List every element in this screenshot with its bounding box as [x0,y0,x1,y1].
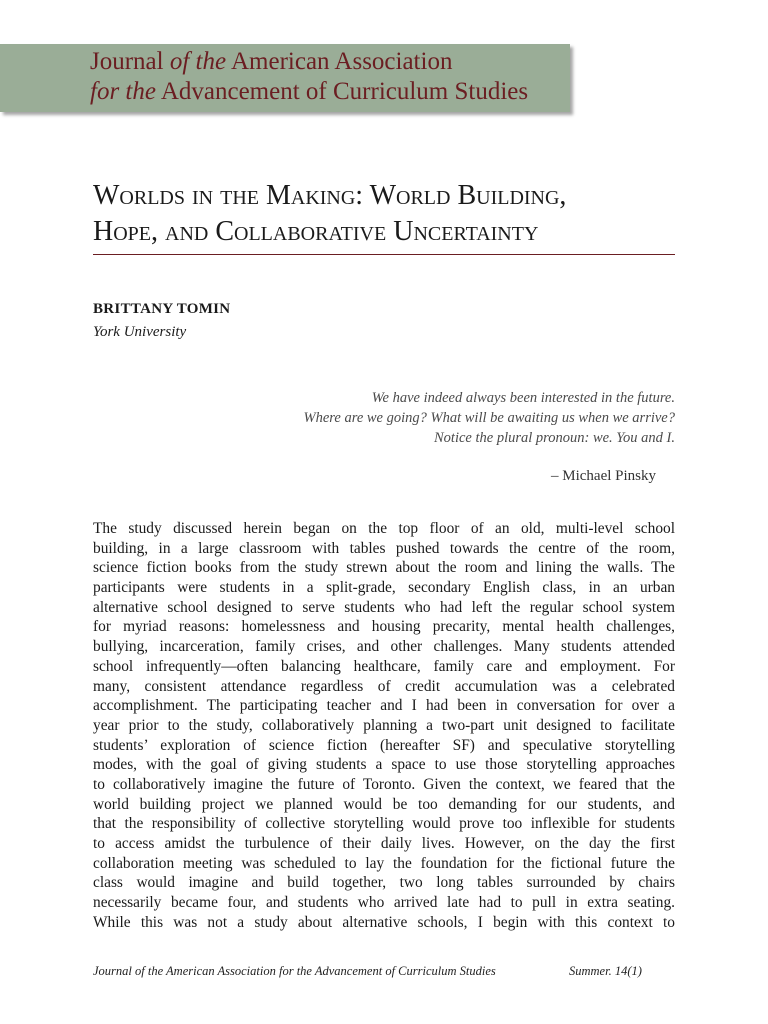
masthead-line-1 [90,48,452,76]
body-line: necessarily became four, and students who arrived late had to pull in extra seating. [93,894,675,912]
body-line: many, consistent attendance regardless of credit accumulation was a celebrated [93,677,675,695]
body-line: students’ exploration of science fiction (hereafter SF) and speculative storytelling [93,736,675,754]
body-line: participants were students in a split-grade, secondary English class, in an urban [93,579,675,597]
epigraph-line: Where are we going? What will be awaiting us when we arrive? [303,410,675,426]
body-line: alternative school designed to serve students who had left the regular school system [93,598,675,616]
title-line-1: Worlds in the Making: World Building, [93,180,567,211]
body-line: accomplishment. The participating teacher and I had been in conversation for over a [93,697,675,715]
epigraph-quote [304,388,675,448]
body-line: While this was not a study about alternative schools, I begin with this context to [93,913,675,931]
body-line: to access amidst the turbulence of their daily lives. However, on the day the first [93,835,675,852]
title-divider [93,254,675,255]
journal-masthead-banner [0,44,570,112]
title-line-2: Hope, and Collaborative Uncertainty [93,216,539,247]
body-line: to collaboratively imagine the future of Toronto. Given the context, we feared that the [93,775,675,793]
author-name: BRITTANY TOMIN [93,301,231,317]
masthead-line-2 [90,78,528,106]
body-line: year prior to the study, collaboratively planning a two-part unit designed to facilitate [93,716,675,734]
masthead-italic-text: of the [169,48,227,75]
masthead-text: American Association [226,48,453,75]
epigraph-line: Notice the plural pronoun: we. You and I. [434,430,675,446]
body-line: that the responsibility of collective storytelling would prove too inflexible for students [93,815,675,833]
body-line: modes, with the goal of giving students a space to use those storytelling approaches [93,756,675,774]
masthead-italic-text: for the [90,78,156,105]
epigraph-line: We have indeed always been interested in the future. [371,390,675,406]
body-line: building, in a large classroom with tables pushed towards the centre of the room, [93,539,675,557]
body-line: collaboration meeting was scheduled to lay the foundation for the fictional future the [93,854,675,872]
masthead-text: Journal [90,48,170,75]
body-line: The study discussed herein began on the top floor of an old, multi-level school [93,520,675,537]
author-affiliation: York University [93,324,187,340]
body-line: for myriad reasons: homelessness and housing precarity, mental health challenges, [93,618,675,636]
body-line: world building project we planned would be too demanding for our students, and [93,795,675,813]
body-paragraph [93,519,675,932]
epigraph-attribution: – Michael Pinsky [551,468,656,484]
masthead-text: Advancement of Curriculum Studies [155,78,529,105]
footer-journal-name: Journal of the American Association for the Advancement of Curriculum Studies [93,964,496,978]
article-title [93,178,693,250]
footer-issue: Summer. 14(1) [569,964,642,978]
body-line: school infrequently—often balancing healthcare, family care and employment. For [93,657,675,675]
body-line: science fiction books from the study strewn about the room and lining the walls. The [93,559,675,577]
body-line: bullying, incarceration, family crises, and other challenges. Many students attended [93,638,675,656]
body-line: class would imagine and build together, two long tables surrounded by chairs [93,874,675,892]
